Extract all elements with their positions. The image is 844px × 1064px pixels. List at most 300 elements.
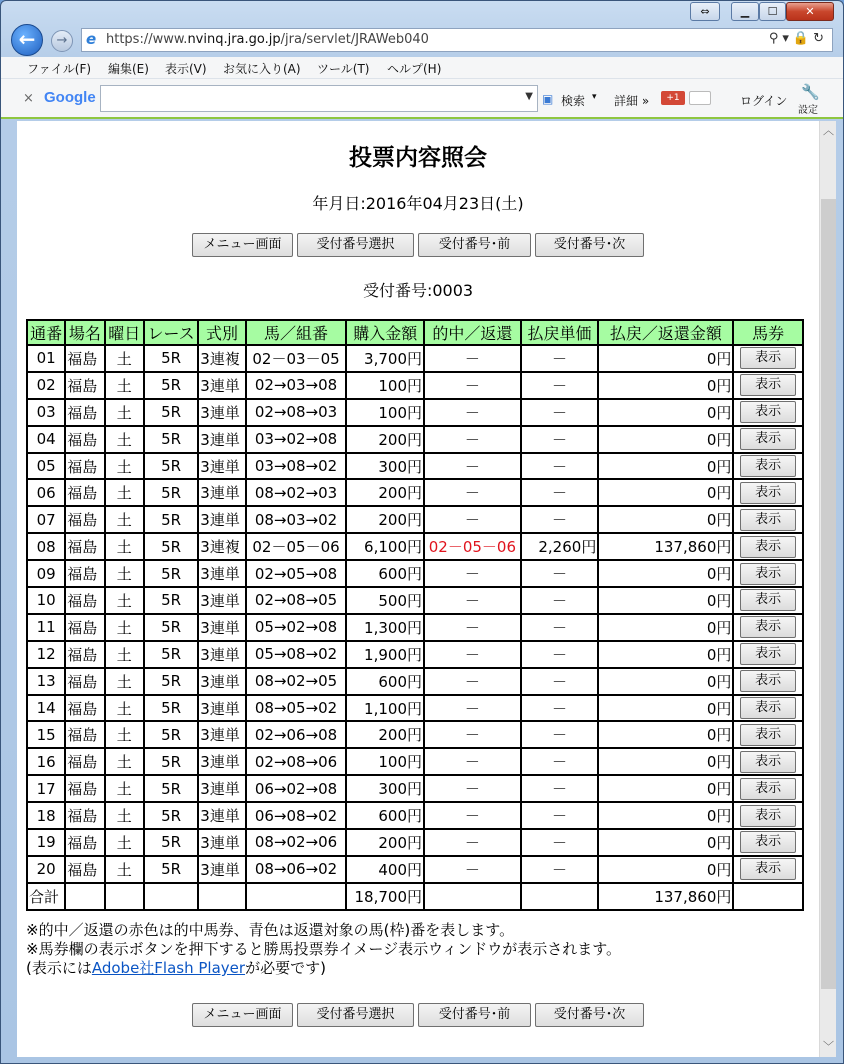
cell-combo: 02→06→08	[246, 721, 347, 748]
cell-payout: 0円	[598, 829, 733, 856]
show-ticket-button[interactable]: 表示	[740, 347, 796, 369]
cell-hit: －	[424, 802, 521, 829]
cell-hit: －	[424, 775, 521, 802]
col-header-hit: 的中／返還	[424, 320, 521, 345]
cell-hit: －	[424, 399, 521, 426]
cell-payout: 0円	[598, 587, 733, 614]
cell-ticket	[733, 453, 803, 480]
total-payout: 137,860円	[598, 883, 733, 910]
cell-combo: 02→03→08	[246, 372, 347, 399]
cell-type: 3連複	[198, 345, 245, 372]
cell-venue: 福島	[65, 479, 104, 506]
cell-day: 土	[105, 721, 144, 748]
cell-venue: 福島	[65, 856, 104, 883]
cell-combo: 02→08→05	[246, 587, 347, 614]
col-header-no: 通番	[27, 320, 65, 345]
login-button[interactable]: ログイン	[740, 94, 788, 108]
cell-venue: 福島	[65, 399, 104, 426]
table-row	[27, 829, 803, 856]
cell-type: 3連単	[198, 748, 245, 775]
cell-day: 土	[105, 506, 144, 533]
cell-day: 土	[105, 560, 144, 587]
cell-ticket	[733, 721, 803, 748]
cell-no: 17	[27, 775, 65, 802]
cell-venue: 福島	[65, 695, 104, 722]
cell-race: 5R	[144, 560, 198, 587]
bets-table	[26, 319, 804, 911]
prev-ticket-button[interactable]: 受付番号･前	[418, 1003, 531, 1027]
show-ticket-button[interactable]: 表示	[740, 751, 796, 773]
col-header-ticket: 馬券	[733, 320, 803, 345]
total-empty-cell	[246, 883, 347, 910]
cell-no: 07	[27, 506, 65, 533]
cell-type: 3連単	[198, 695, 245, 722]
show-ticket-button[interactable]: 表示	[740, 858, 796, 880]
show-ticket-button[interactable]: 表示	[740, 509, 796, 531]
cell-unit: －	[521, 506, 599, 533]
table-row	[27, 399, 803, 426]
cell-race: 5R	[144, 479, 198, 506]
search-icon[interactable]: ⚲	[768, 31, 783, 46]
cell-amount: 1,100円	[346, 695, 424, 722]
show-ticket-button[interactable]: 表示	[740, 455, 796, 477]
cell-venue: 福島	[65, 668, 104, 695]
cell-payout: 0円	[598, 641, 733, 668]
table-row	[27, 802, 803, 829]
cell-combo: 02→08→03	[246, 399, 347, 426]
cell-day: 土	[105, 399, 144, 426]
table-row	[27, 345, 803, 372]
cell-day: 土	[105, 695, 144, 722]
cell-venue: 福島	[65, 775, 104, 802]
scrollbar-thumb[interactable]	[821, 199, 836, 989]
cell-payout: 0円	[598, 856, 733, 883]
address-bar[interactable]	[81, 28, 833, 52]
cell-payout: 0円	[598, 775, 733, 802]
show-ticket-button[interactable]: 表示	[740, 482, 796, 504]
table-row	[27, 695, 803, 722]
cell-hit: －	[424, 506, 521, 533]
col-header-amount: 購入金額	[346, 320, 424, 345]
cell-race: 5R	[144, 695, 198, 722]
settings-label[interactable]: 設定	[798, 105, 818, 116]
cell-amount: 600円	[346, 560, 424, 587]
cell-payout: 0円	[598, 802, 733, 829]
cell-combo: 08→03→02	[246, 506, 347, 533]
menu-favorites[interactable]: お気に入り(A)	[223, 62, 301, 76]
cell-type: 3連単	[198, 426, 245, 453]
cell-hit: －	[424, 748, 521, 775]
cell-unit: －	[521, 399, 599, 426]
cell-payout: 0円	[598, 748, 733, 775]
cell-no: 20	[27, 856, 65, 883]
cell-amount: 100円	[346, 372, 424, 399]
show-ticket-button[interactable]: 表示	[740, 589, 796, 611]
cell-combo: 08→02→06	[246, 829, 347, 856]
close-button[interactable]: ✕	[786, 2, 834, 21]
cell-day: 土	[105, 802, 144, 829]
google-search-input[interactable]	[100, 85, 538, 112]
cell-type: 3連単	[198, 614, 245, 641]
refresh-icon[interactable]: ↻	[813, 31, 828, 46]
cell-type: 3連単	[198, 587, 245, 614]
cell-ticket	[733, 829, 803, 856]
cell-no: 02	[27, 372, 65, 399]
cell-no: 12	[27, 641, 65, 668]
cell-ticket	[733, 856, 803, 883]
cell-venue: 福島	[65, 533, 104, 560]
col-header-combo: 馬／組番	[246, 320, 347, 345]
show-ticket-button[interactable]: 表示	[740, 374, 796, 396]
search-dropdown-icon[interactable]: ▾	[592, 92, 597, 102]
cell-hit: －	[424, 668, 521, 695]
forward-button[interactable]: →	[51, 30, 73, 52]
cell-amount: 200円	[346, 829, 424, 856]
cell-payout: 0円	[598, 695, 733, 722]
cell-ticket	[733, 614, 803, 641]
cell-ticket	[733, 372, 803, 399]
table-row	[27, 668, 803, 695]
cell-combo: 02－05－06	[246, 533, 347, 560]
col-header-unit: 払戻単価	[521, 320, 599, 345]
show-ticket-button[interactable]: 表示	[740, 563, 796, 585]
table-row	[27, 641, 803, 668]
cell-payout: 0円	[598, 560, 733, 587]
cell-amount: 300円	[346, 775, 424, 802]
table-row	[27, 453, 803, 480]
cell-race: 5R	[144, 802, 198, 829]
cell-race: 5R	[144, 372, 198, 399]
cell-venue: 福島	[65, 721, 104, 748]
scroll-up-icon[interactable]: ︿	[823, 124, 834, 137]
cell-ticket	[733, 426, 803, 453]
address-row	[1, 23, 843, 55]
select-ticket-button[interactable]: 受付番号選択	[297, 1003, 414, 1027]
vertical-scrollbar[interactable]	[819, 121, 836, 1057]
cell-combo: 06→02→08	[246, 775, 347, 802]
menu-tools[interactable]: ツール(T)	[317, 62, 370, 76]
menu-edit[interactable]: 編集(E)	[108, 62, 149, 76]
cell-hit: －	[424, 345, 521, 372]
table-row	[27, 560, 803, 587]
cell-no: 08	[27, 533, 65, 560]
cell-unit: －	[521, 587, 599, 614]
cell-unit: －	[521, 560, 599, 587]
cell-unit: －	[521, 695, 599, 722]
show-ticket-button[interactable]: 表示	[740, 697, 796, 719]
cell-combo: 02→08→06	[246, 748, 347, 775]
select-ticket-button[interactable]: 受付番号選択	[297, 233, 414, 257]
cell-venue: 福島	[65, 506, 104, 533]
cell-day: 土	[105, 856, 144, 883]
cell-ticket	[733, 533, 803, 560]
prev-ticket-button[interactable]: 受付番号･前	[418, 233, 531, 257]
total-empty-cell	[198, 883, 245, 910]
cell-race: 5R	[144, 533, 198, 560]
cell-combo: 08→02→05	[246, 668, 347, 695]
table-row	[27, 614, 803, 641]
table-row	[27, 748, 803, 775]
cell-amount: 200円	[346, 506, 424, 533]
maximize-button[interactable]: ☐	[759, 2, 786, 21]
show-ticket-button[interactable]: 表示	[740, 536, 796, 558]
url-host: nvinq.jra.go.jp	[187, 32, 281, 47]
google-logo	[44, 89, 96, 106]
cell-ticket	[733, 802, 803, 829]
cell-type: 3連単	[198, 802, 245, 829]
cell-venue: 福島	[65, 748, 104, 775]
cell-type: 3連単	[198, 399, 245, 426]
google-plus-toggle[interactable]	[689, 91, 711, 105]
cell-venue: 福島	[65, 587, 104, 614]
cell-day: 土	[105, 453, 144, 480]
cell-no: 14	[27, 695, 65, 722]
cell-type: 3連単	[198, 721, 245, 748]
next-ticket-button[interactable]: 受付番号･次	[535, 1003, 644, 1027]
cell-day: 土	[105, 775, 144, 802]
address-tools[interactable]	[769, 31, 828, 46]
show-ticket-button[interactable]: 表示	[740, 778, 796, 800]
menu-bar	[1, 57, 843, 79]
cell-type: 3連単	[198, 453, 245, 480]
next-ticket-button[interactable]: 受付番号･次	[535, 233, 644, 257]
chevron-down-icon[interactable]: ▼	[525, 91, 533, 102]
cell-payout: 0円	[598, 453, 733, 480]
show-ticket-button[interactable]: 表示	[740, 670, 796, 692]
cell-ticket	[733, 748, 803, 775]
cell-venue: 福島	[65, 614, 104, 641]
show-ticket-button[interactable]: 表示	[740, 831, 796, 853]
cell-race: 5R	[144, 587, 198, 614]
cell-unit: －	[521, 479, 599, 506]
cell-day: 土	[105, 614, 144, 641]
note-line-3-pre: (表示には	[26, 959, 92, 977]
cell-combo: 06→08→02	[246, 802, 347, 829]
cell-combo: 02→05→08	[246, 560, 347, 587]
menu-screen-button[interactable]: メニュー画面	[192, 1003, 293, 1027]
ticket-number: 受付番号:0003	[362, 281, 474, 300]
cell-race: 5R	[144, 775, 198, 802]
cell-type: 3連単	[198, 372, 245, 399]
cell-type: 3連単	[198, 668, 245, 695]
cell-amount: 3,700円	[346, 345, 424, 372]
show-ticket-button[interactable]: 表示	[740, 643, 796, 665]
cell-ticket	[733, 560, 803, 587]
menu-screen-button[interactable]: メニュー画面	[192, 233, 293, 257]
table-row	[27, 721, 803, 748]
cell-hit: －	[424, 721, 521, 748]
cell-unit: －	[521, 453, 599, 480]
cell-no: 05	[27, 453, 65, 480]
show-ticket-button[interactable]: 表示	[740, 724, 796, 746]
cell-ticket	[733, 641, 803, 668]
total-empty-cell	[424, 883, 521, 910]
cell-no: 09	[27, 560, 65, 587]
cell-unit: 2,260円	[521, 533, 599, 560]
cell-payout: 0円	[598, 614, 733, 641]
cell-day: 土	[105, 748, 144, 775]
cell-payout: 0円	[598, 668, 733, 695]
total-empty-cell	[521, 883, 599, 910]
flash-player-link[interactable]: Adobe社Flash Player	[91, 959, 246, 977]
google-details-button[interactable]: 詳細 »	[614, 94, 650, 108]
url-path: /jra/servlet/JRAWeb040	[280, 32, 429, 47]
total-empty-cell	[65, 883, 104, 910]
cell-venue: 福島	[65, 641, 104, 668]
lock-icon[interactable]: 🔒	[792, 31, 814, 46]
back-button[interactable]: ←	[11, 24, 43, 56]
cell-day: 土	[105, 668, 144, 695]
cell-no: 18	[27, 802, 65, 829]
cell-payout: 0円	[598, 345, 733, 372]
cell-hit: 02－05－06	[424, 533, 521, 560]
scroll-down-icon[interactable]: ﹀	[823, 1040, 834, 1053]
cell-payout: 0円	[598, 399, 733, 426]
google-search-button[interactable]: 検索	[561, 94, 586, 108]
menu-view[interactable]: 表示(V)	[165, 62, 207, 76]
show-ticket-button[interactable]: 表示	[740, 805, 796, 827]
col-header-payout: 払戻／返還金額	[598, 320, 733, 345]
cell-hit: －	[424, 641, 521, 668]
cell-unit: －	[521, 748, 599, 775]
cell-amount: 6,100円	[346, 533, 424, 560]
show-ticket-button[interactable]: 表示	[740, 428, 796, 450]
cell-no: 03	[27, 399, 65, 426]
cell-combo: 02－03－05	[246, 345, 347, 372]
google-toolbar	[1, 79, 843, 119]
cell-amount: 500円	[346, 587, 424, 614]
cell-combo: 08→02→03	[246, 479, 347, 506]
cell-unit: －	[521, 721, 599, 748]
note-line-1: ※的中／返還の赤色は的中馬券、青色は返還対象の馬(枠)番を表します。	[26, 921, 515, 939]
title-bar	[1, 1, 843, 25]
cell-no: 04	[27, 426, 65, 453]
cell-day: 土	[105, 426, 144, 453]
cell-type: 3連複	[198, 533, 245, 560]
cell-payout: 0円	[598, 721, 733, 748]
cell-venue: 福島	[65, 560, 104, 587]
cell-hit: －	[424, 695, 521, 722]
cell-type: 3連単	[198, 829, 245, 856]
cell-amount: 1,300円	[346, 614, 424, 641]
cell-amount: 400円	[346, 856, 424, 883]
cell-race: 5R	[144, 748, 198, 775]
cell-amount: 200円	[346, 721, 424, 748]
col-header-type: 式別	[198, 320, 245, 345]
table-row	[27, 775, 803, 802]
table-row	[27, 533, 803, 560]
cell-payout: 137,860円	[598, 533, 733, 560]
cell-unit: －	[521, 426, 599, 453]
menu-help[interactable]: ヘルプ(H)	[387, 62, 442, 76]
cell-ticket	[733, 345, 803, 372]
total-label: 合計	[27, 883, 65, 910]
total-empty-cell	[733, 883, 803, 910]
cell-day: 土	[105, 372, 144, 399]
cell-race: 5R	[144, 399, 198, 426]
menu-file[interactable]: ファイル(F)	[27, 62, 92, 76]
url-text[interactable]	[106, 32, 429, 47]
cell-no: 11	[27, 614, 65, 641]
cell-payout: 0円	[598, 426, 733, 453]
cell-amount: 600円	[346, 802, 424, 829]
table-row	[27, 426, 803, 453]
cell-venue: 福島	[65, 453, 104, 480]
note-line-3	[26, 959, 621, 978]
cell-type: 3連単	[198, 479, 245, 506]
total-empty-cell	[105, 883, 144, 910]
note-line-3-post: が必要です)	[245, 959, 326, 977]
cell-day: 土	[105, 345, 144, 372]
col-header-day: 曜日	[105, 320, 144, 345]
cell-no: 13	[27, 668, 65, 695]
nav-buttons-bottom	[17, 1003, 819, 1027]
cell-unit: －	[521, 829, 599, 856]
cell-hit: －	[424, 587, 521, 614]
cell-race: 5R	[144, 641, 198, 668]
cell-day: 土	[105, 587, 144, 614]
restore-icon[interactable]: ⇔	[690, 2, 720, 21]
cell-venue: 福島	[65, 426, 104, 453]
cell-unit: －	[521, 668, 599, 695]
cell-amount: 100円	[346, 399, 424, 426]
total-empty-cell	[144, 883, 198, 910]
cell-ticket	[733, 399, 803, 426]
table-row	[27, 479, 803, 506]
cell-unit: －	[521, 775, 599, 802]
cell-amount: 300円	[346, 453, 424, 480]
dropdown-icon[interactable]: ▾	[782, 31, 793, 46]
cell-race: 5R	[144, 614, 198, 641]
cell-hit: －	[424, 453, 521, 480]
cell-race: 5R	[144, 668, 198, 695]
wrench-icon[interactable]: 🔧	[801, 83, 820, 101]
cell-race: 5R	[144, 426, 198, 453]
cell-ticket	[733, 506, 803, 533]
cell-no: 01	[27, 345, 65, 372]
table-header-row	[27, 320, 803, 345]
show-ticket-button[interactable]: 表示	[740, 616, 796, 638]
cell-no: 10	[27, 587, 65, 614]
notes	[26, 921, 621, 978]
cell-hit: －	[424, 829, 521, 856]
minimize-button[interactable]: ▁	[731, 2, 759, 21]
cell-hit: －	[424, 426, 521, 453]
google-search-icon[interactable]: ▣	[542, 92, 554, 106]
cell-ticket	[733, 775, 803, 802]
cell-hit: －	[424, 560, 521, 587]
nav-buttons-top	[17, 233, 819, 257]
show-ticket-button[interactable]: 表示	[740, 401, 796, 423]
cell-hit: －	[424, 372, 521, 399]
cell-race: 5R	[144, 453, 198, 480]
cell-day: 土	[105, 641, 144, 668]
cell-amount: 200円	[346, 426, 424, 453]
table-row	[27, 587, 803, 614]
bets-table-body	[27, 345, 803, 883]
cell-unit: －	[521, 802, 599, 829]
cell-amount: 1,900円	[346, 641, 424, 668]
cell-ticket	[733, 479, 803, 506]
cell-unit: －	[521, 856, 599, 883]
cell-combo: 08→05→02	[246, 695, 347, 722]
cell-venue: 福島	[65, 372, 104, 399]
cell-race: 5R	[144, 721, 198, 748]
col-header-venue: 場名	[65, 320, 104, 345]
google-plus-button[interactable]: +1	[661, 91, 685, 105]
close-toolbar-icon[interactable]: ×	[23, 91, 34, 106]
cell-unit: －	[521, 372, 599, 399]
